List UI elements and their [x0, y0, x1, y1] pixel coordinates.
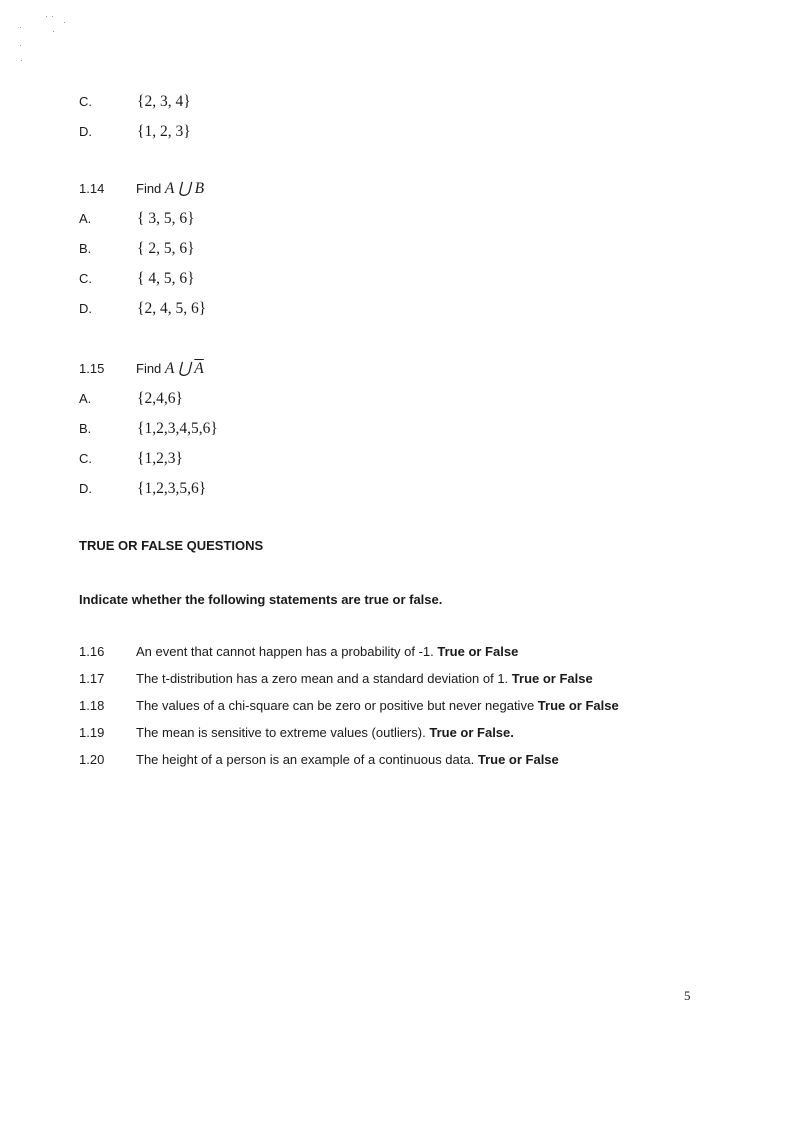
prompt-word: Find: [136, 181, 162, 196]
option-value: {1,2,3}: [137, 450, 183, 467]
tf-answer: True or False: [437, 644, 519, 659]
tf-number: 1.17: [79, 671, 105, 686]
option-label: C.: [79, 94, 92, 109]
tf-statement: [136, 695, 619, 717]
tf-statement: [136, 668, 593, 690]
tf-item: [0, 668, 794, 690]
scan-speck: [52, 16, 53, 17]
option-row: [0, 91, 794, 113]
option-label: B.: [79, 421, 92, 436]
option-row: [0, 478, 794, 500]
tf-answer: True or False.: [429, 725, 514, 740]
scan-speck: [20, 45, 21, 46]
option-row: [0, 121, 794, 143]
option-row: [0, 448, 794, 470]
scan-speck: [53, 31, 54, 32]
tf-item: [0, 722, 794, 744]
option-value: {2, 4, 5, 6}: [137, 300, 207, 317]
question-number: 1.15: [79, 361, 105, 376]
question-prompt: [136, 358, 204, 380]
tf-number: 1.18: [79, 698, 105, 713]
tf-statement: [136, 722, 514, 744]
option-value: { 4, 5, 6}: [137, 270, 195, 287]
scan-speck: [46, 16, 47, 17]
option-row: [0, 238, 794, 260]
tf-answer: True or False: [537, 698, 619, 713]
question-number: 1.14: [79, 181, 105, 196]
option-label: C.: [79, 451, 92, 466]
tf-answer: True or False: [477, 752, 559, 767]
tf-text: The values of a chi-square can be zero or positive but never negative: [136, 698, 538, 713]
set-expression: A ⋃ B: [164, 180, 205, 197]
set-expression: [165, 360, 204, 377]
option-value: { 3, 5, 6}: [137, 210, 195, 227]
option-row: [0, 418, 794, 440]
tf-answer: True or False: [511, 671, 593, 686]
section-instruction: Indicate whether the following statements are true or false.: [79, 592, 443, 607]
scan-speck: [21, 60, 22, 61]
option-label: C.: [79, 271, 92, 286]
option-value: { 2, 5, 6}: [137, 240, 195, 257]
option-label: A.: [79, 391, 92, 406]
set-complement: $\overline{A}$: [194, 360, 204, 377]
question-1-14: [0, 178, 794, 200]
prompt-word: Find: [136, 361, 162, 376]
tf-number: 1.20: [79, 752, 105, 767]
option-row: [0, 208, 794, 230]
tf-text: The height of a person is an example of a continuous data.: [136, 752, 478, 767]
option-label: B.: [79, 241, 92, 256]
tf-item: [0, 641, 794, 663]
tf-number: 1.19: [79, 725, 105, 740]
option-label: D.: [79, 301, 92, 316]
tf-text: An event that cannot happen has a probability of -1.: [136, 644, 438, 659]
option-label: D.: [79, 124, 92, 139]
tf-text: The t-distribution has a zero mean and a standard deviation of 1.: [136, 671, 512, 686]
option-label: A.: [79, 211, 92, 226]
tf-number: 1.16: [79, 644, 105, 659]
section-heading: TRUE OR FALSE QUESTIONS: [79, 538, 264, 553]
option-row: [0, 268, 794, 290]
option-value: {1,2,3,4,5,6}: [137, 420, 218, 437]
scan-speck: [64, 22, 65, 23]
page-number: 5: [684, 988, 691, 1003]
tf-item: [0, 695, 794, 717]
option-value: {2,4,6}: [137, 390, 183, 407]
scan-speck: [20, 27, 21, 28]
tf-statement: [136, 749, 559, 771]
set-expression-left: A ⋃: [164, 360, 195, 377]
question-prompt: [136, 178, 204, 200]
question-1-15: [0, 358, 794, 380]
tf-text: The mean is sensitive to extreme values (outliers).: [136, 725, 430, 740]
option-row: [0, 388, 794, 410]
option-value: {1, 2, 3}: [137, 123, 191, 140]
option-row: [0, 298, 794, 320]
option-value: {2, 3, 4}: [137, 93, 191, 110]
tf-item: [0, 749, 794, 771]
option-value: {1,2,3,5,6}: [137, 480, 207, 497]
tf-statement: [136, 641, 518, 663]
option-label: D.: [79, 481, 92, 496]
